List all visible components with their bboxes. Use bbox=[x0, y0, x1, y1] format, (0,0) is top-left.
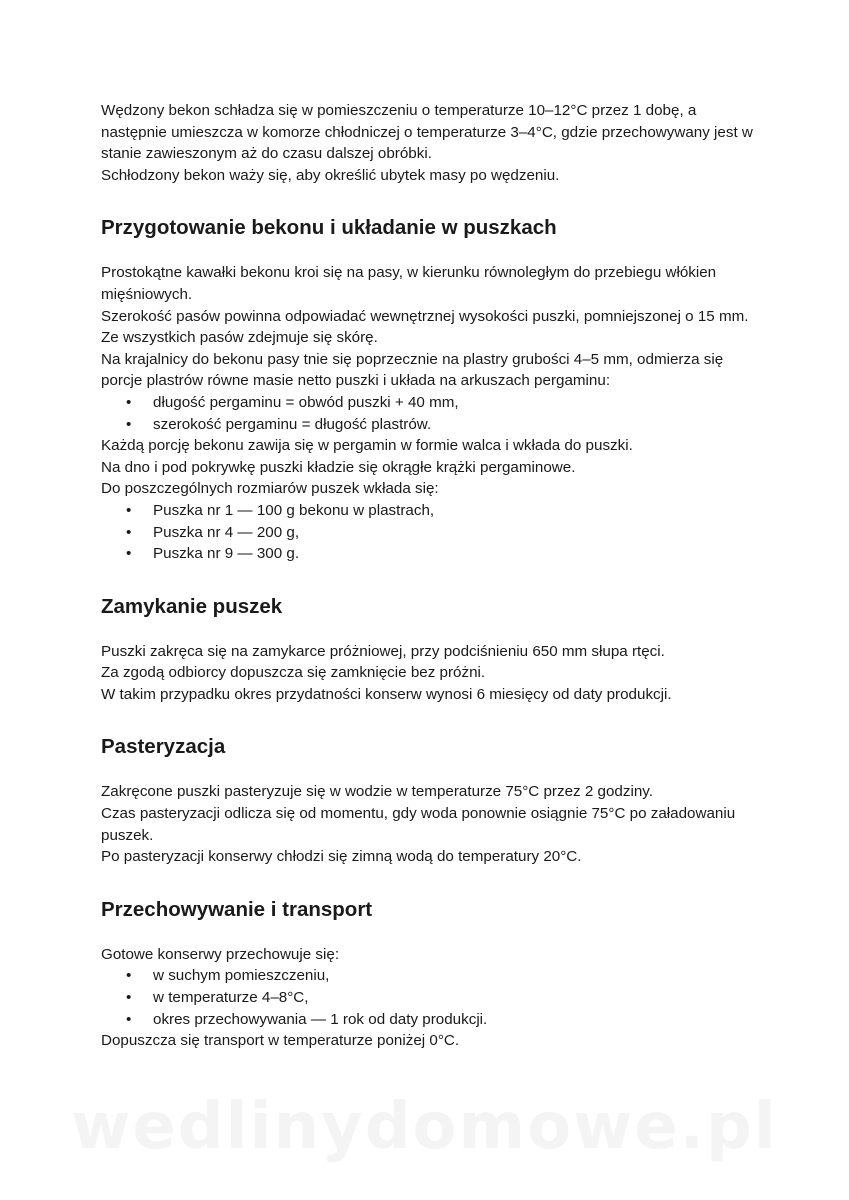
paragraph: Szerokość pasów powinna odpowiadać wewnętrznej wysokości puszki, pomniejszonej o 15 mm. bbox=[101, 307, 749, 325]
section-pasteurization-body bbox=[101, 781, 761, 867]
paragraph: Na krajalnicy do bekonu pasy tnie się poprzecznie na plastry grubości 4–5 mm, odmierza się porcje plastrów równe masie netto puszki i układa na arkuszach pergaminu: bbox=[101, 350, 724, 390]
paragraph: Każdą porcję bekonu zawija się w pergamin w formie walca i wkłada do puszki. bbox=[101, 437, 633, 455]
list-item: • okres przechowywania — 1 rok od daty produkcji. bbox=[101, 1009, 761, 1031]
paragraph: Po pasteryzacji konserwy chłodzi się zimną wodą do temperatury 20°C. bbox=[101, 848, 582, 866]
section-heading-pasteurization: Pasteryzacja bbox=[101, 735, 226, 759]
watermark: wedlinydomowe.pl bbox=[71, 1090, 778, 1164]
section-heading-storage: Przechowywanie i transport bbox=[101, 897, 373, 921]
list-item: • w suchym pomieszczeniu, bbox=[101, 965, 761, 987]
paragraph: Prostokątne kawałki bekonu kroi się na pasy, w kierunku równoległym do przebiegu włókien mięśniowych. bbox=[101, 264, 717, 303]
document-body bbox=[101, 100, 761, 1052]
paragraph: Gotowe konserwy przechowuje się: bbox=[101, 945, 340, 963]
bullet-list-can-sizes bbox=[101, 500, 761, 565]
intro-block bbox=[101, 100, 761, 186]
list-item: • długość pergaminu = obwód puszki + 40 mm, bbox=[101, 392, 761, 414]
list-item: • w temperaturze 4–8°C, bbox=[101, 987, 761, 1009]
list-item: • szerokość pergaminu = długość plastrów. bbox=[101, 414, 761, 436]
paragraph: Zakręcone puszki pasteryzuje się w wodzie w temperaturze 75°C przez 2 godziny. bbox=[101, 783, 653, 801]
section-heading-preparation: Przygotowanie bekonu i układanie w puszkach bbox=[101, 216, 557, 240]
paragraph: Do poszczególnych rozmiarów puszek wkłada się: bbox=[101, 480, 439, 498]
paragraph: Ze wszystkich pasów zdejmuje się skórę. bbox=[101, 329, 378, 347]
list-item: • Puszka nr 1 — 100 g bekonu w plastrach, bbox=[101, 500, 761, 522]
intro-paragraph-2: Schłodzony bekon waży się, aby określić ubytek masy po wędzeniu. bbox=[101, 166, 560, 184]
paragraph: Za zgodą odbiorcy dopuszcza się zamknięcie bez próżni. bbox=[101, 664, 486, 682]
bullet-list-parchment bbox=[101, 392, 761, 435]
section-storage-body bbox=[101, 944, 761, 1052]
list-item: • Puszka nr 4 — 200 g, bbox=[101, 522, 761, 544]
intro-paragraph-1: Wędzony bekon schładza się w pomieszczeniu o temperaturze 10–12°C przez 1 dobę, a następnie umieszcza w komorze chłodniczej o temperaturze 3–4°C, gdzie przechowywany jest w stanie zawieszonym aż do czasu dalszej obróbki. bbox=[101, 102, 753, 163]
paragraph: W takim przypadku okres przydatności konserw wynosi 6 miesięcy od daty produkcji. bbox=[101, 685, 672, 703]
list-item: • Puszka nr 9 — 300 g. bbox=[101, 543, 761, 565]
section-sealing-body bbox=[101, 641, 761, 706]
paragraph: Dopuszcza się transport w temperaturze poniżej 0°C. bbox=[101, 1032, 460, 1050]
bullet-list-storage bbox=[101, 965, 761, 1030]
section-preparation-body bbox=[101, 262, 761, 564]
paragraph: Czas pasteryzacji odlicza się od momentu, gdy woda ponownie osiągnie 75°C po załadowaniu puszek. bbox=[101, 805, 736, 844]
paragraph: Na dno i pod pokrywkę puszki kładzie się okrągłe krążki pergaminowe. bbox=[101, 458, 576, 476]
paragraph: Puszki zakręca się na zamykarce próżniowej, przy podciśnieniu 650 mm słupa rtęci. bbox=[101, 642, 665, 660]
section-heading-sealing: Zamykanie puszek bbox=[101, 594, 283, 618]
